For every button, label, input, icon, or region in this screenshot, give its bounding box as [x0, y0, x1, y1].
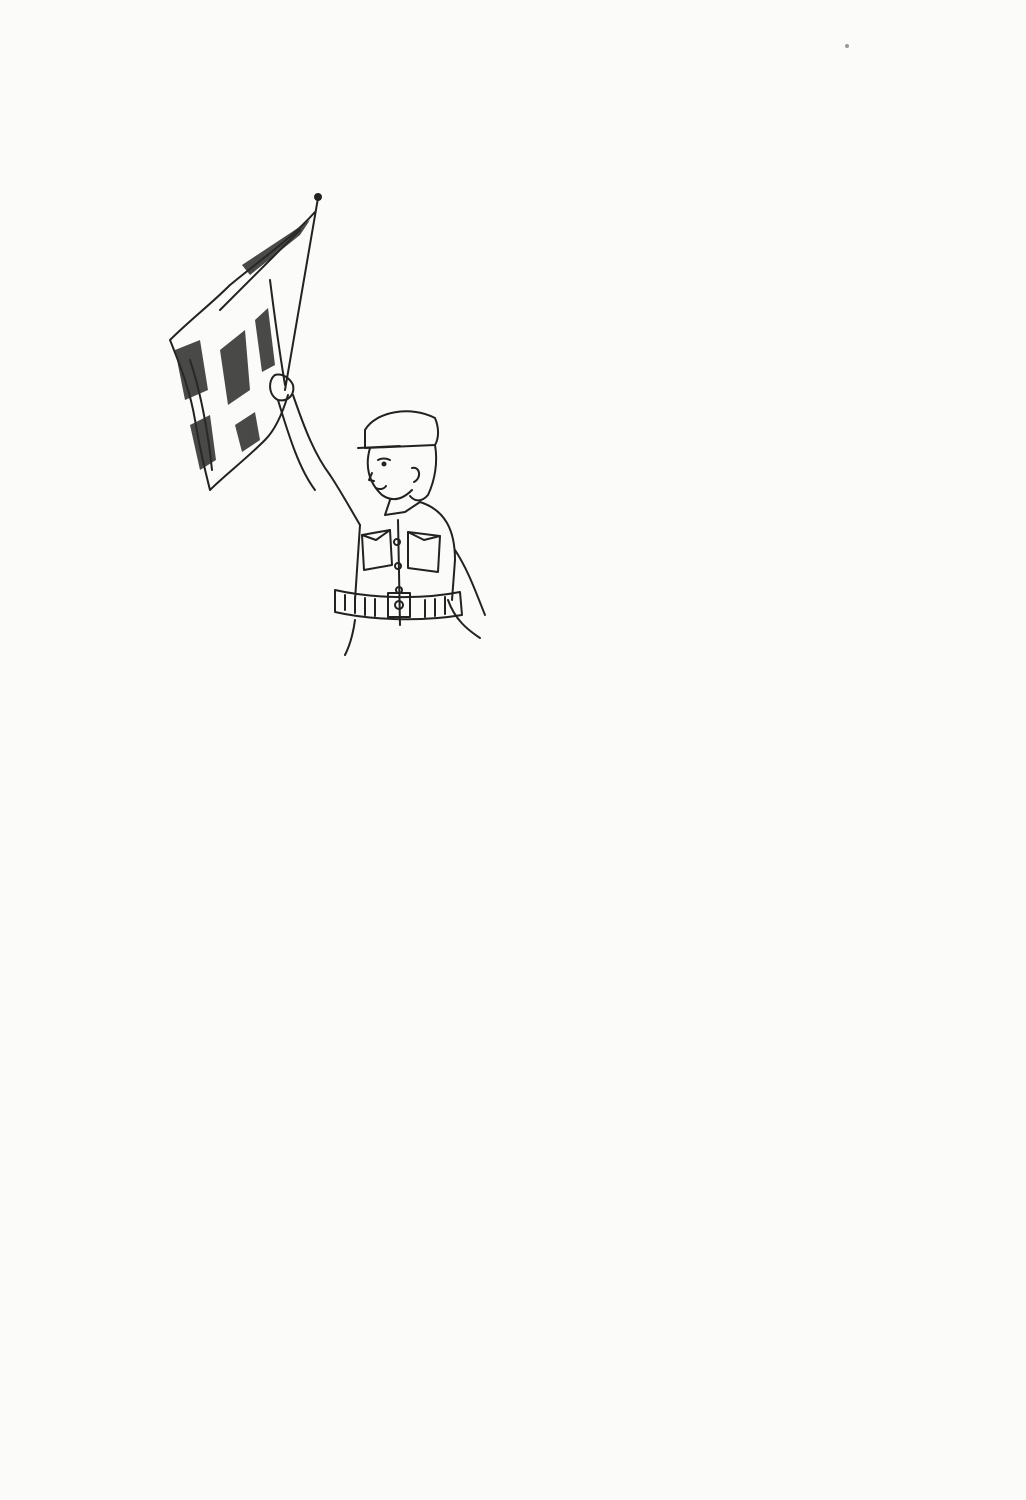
scan-speck — [845, 44, 849, 48]
boy-with-flag-illustration — [150, 190, 490, 660]
